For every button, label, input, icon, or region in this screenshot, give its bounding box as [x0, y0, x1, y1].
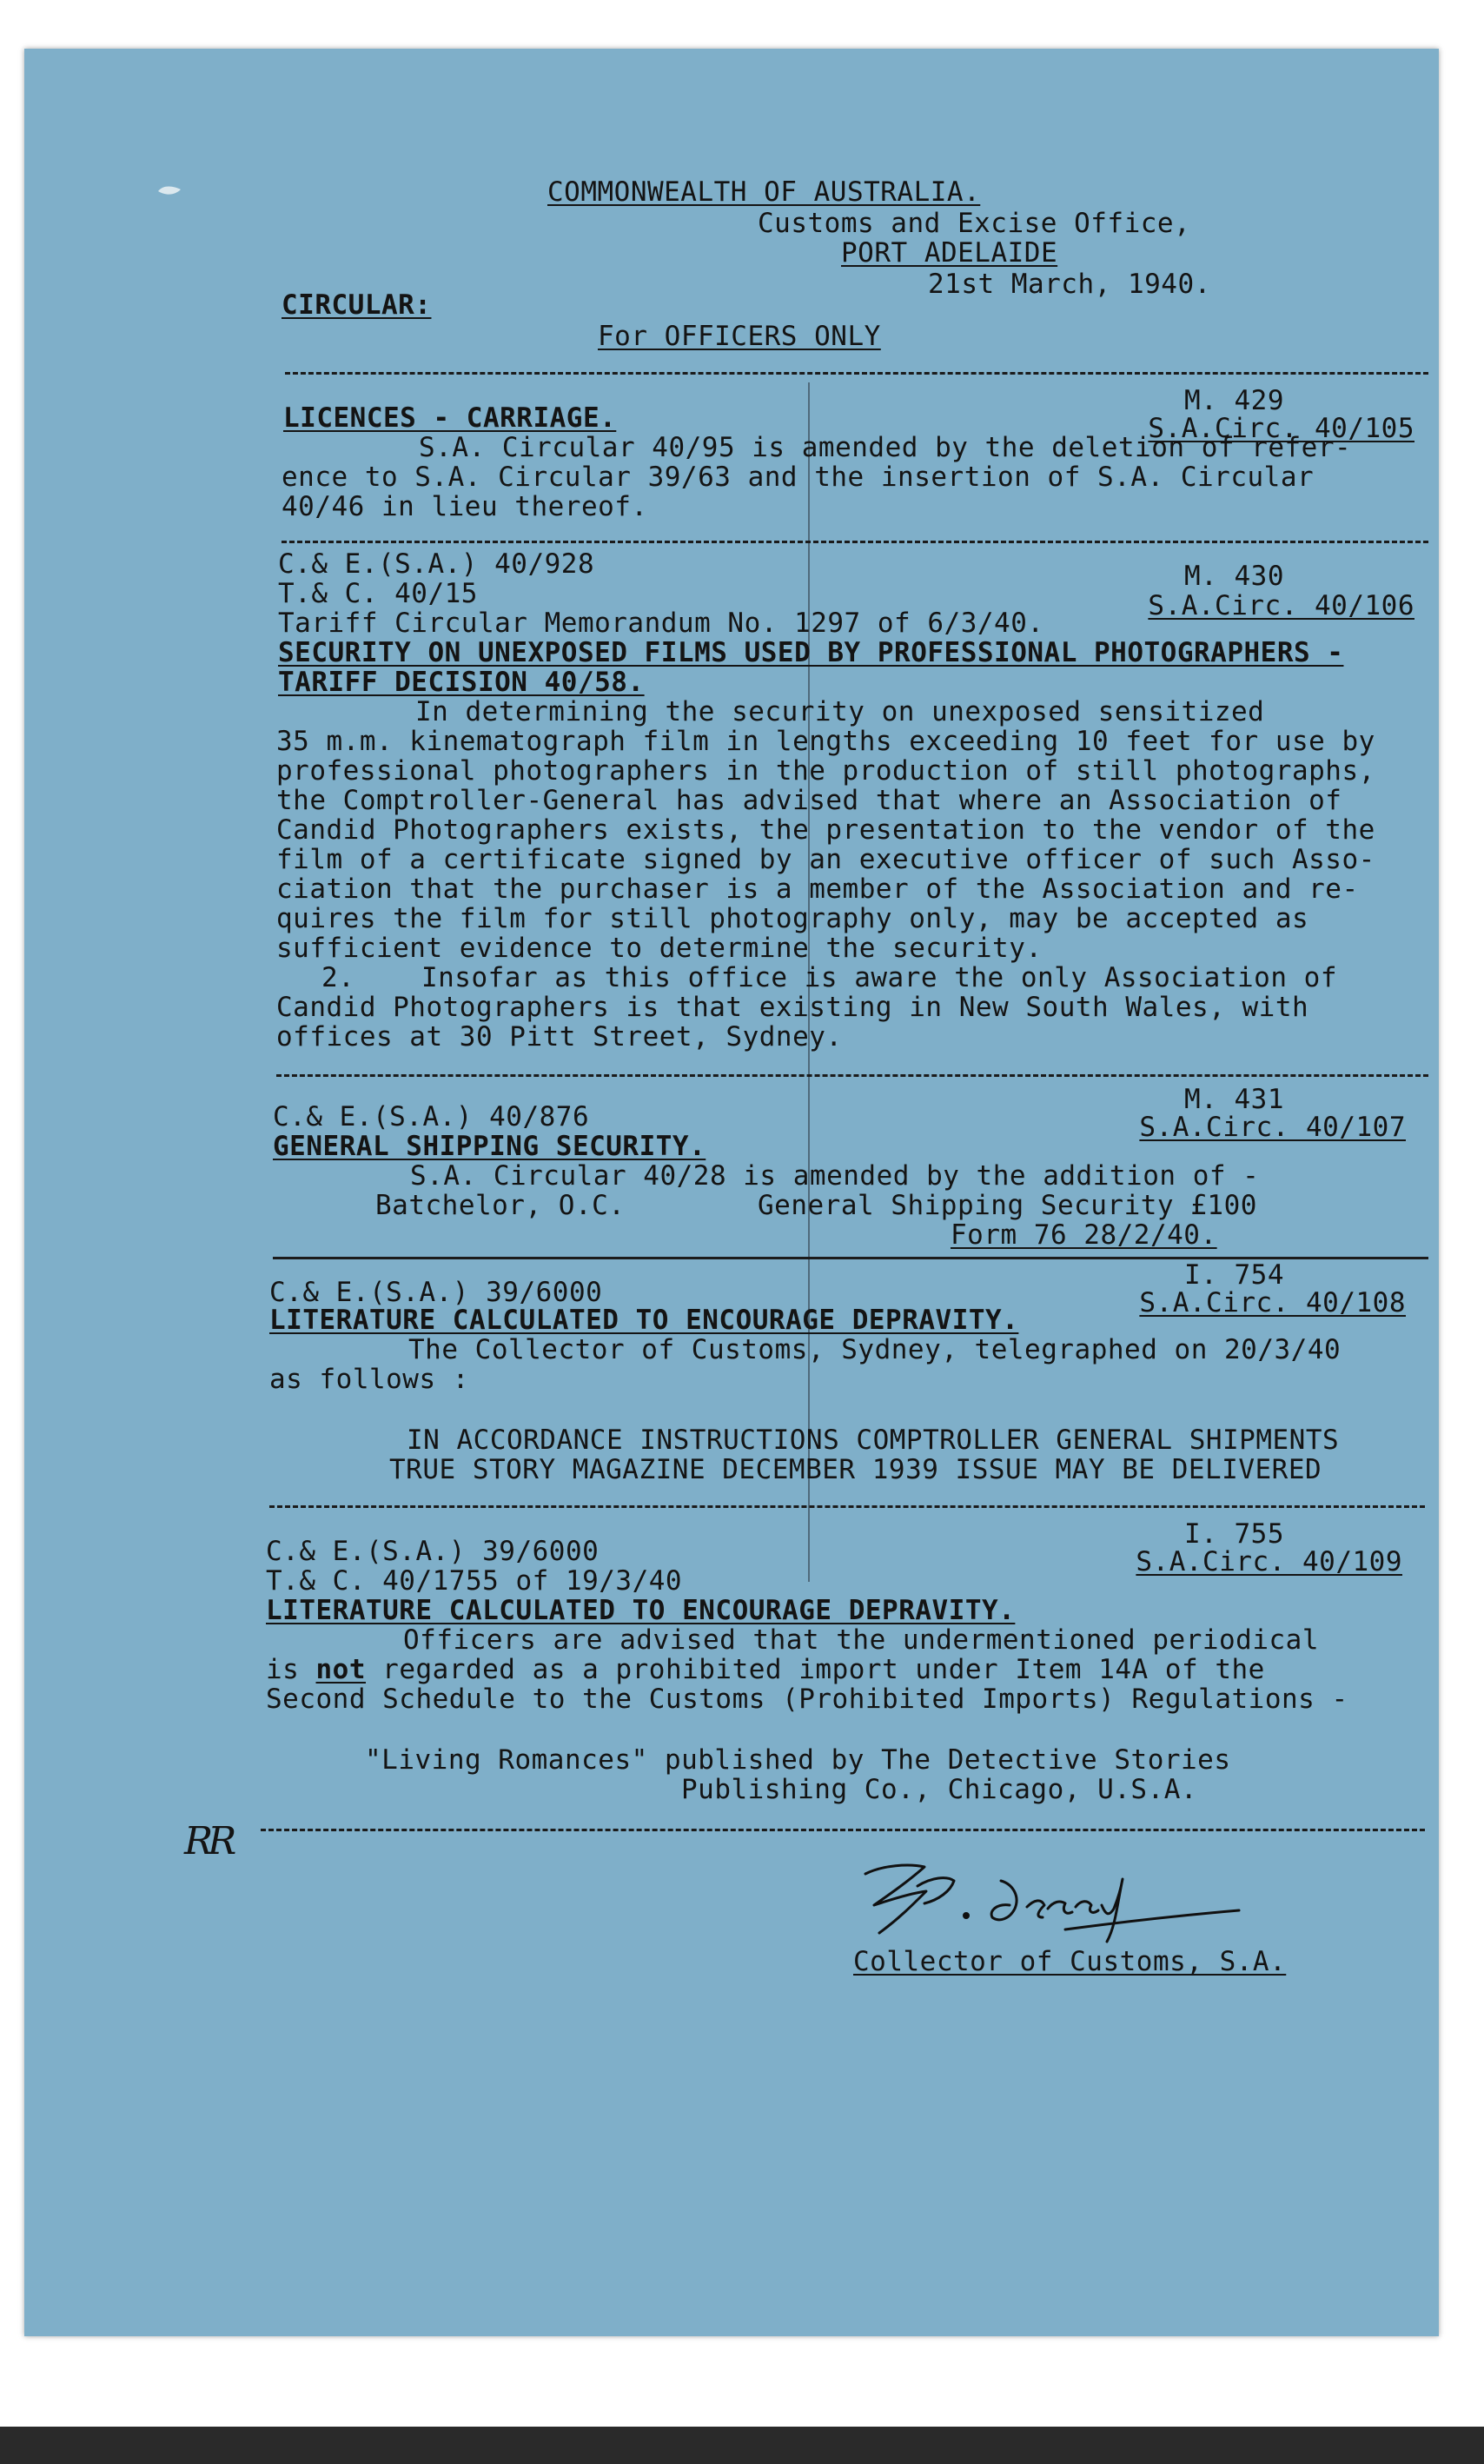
header-date: 21st March, 1940. [928, 269, 1211, 300]
s2-ref-1: C.& E.(S.A.) 40/928 [278, 548, 595, 580]
s2-circular-ref: S.A.Circ. 40/106 [1148, 590, 1414, 621]
s5-publication-line-2: Publishing Co., Chicago, U.S.A. [681, 1774, 1198, 1805]
s2-title-line-1: SECURITY ON UNEXPOSED FILMS USED BY PROFESSIONAL PHOTOGRAPHERS - [278, 637, 1344, 668]
s3-form: Form 76 28/2/40. [951, 1219, 1217, 1251]
s2-memo: Tariff Circular Memorandum No. 1297 of 6/3/40. [278, 608, 1044, 639]
divider-6 [261, 1829, 1425, 1831]
s5-title: LITERATURE CALCULATED TO ENCOURAGE DEPRAVITY. [266, 1595, 1016, 1626]
s1-circular-ref: S.A.Circ. 40/105 [1148, 413, 1414, 444]
divider-3 [276, 1074, 1428, 1077]
s5-body-line-2-post: regarded as a prohibited import under Item 14A of the [366, 1654, 1265, 1685]
divider-2 [282, 541, 1428, 543]
s2-body-line-9: sufficient evidence to determine the security. [276, 933, 1043, 964]
s4-body-line-2: as follows : [269, 1364, 469, 1395]
s5-i-number: I. 755 [1184, 1518, 1284, 1550]
document-page [24, 49, 1439, 2336]
s5-publication-line-1: "Living Romances" published by The Detective Stories [365, 1744, 1231, 1776]
s2-body-line-2: 35 m.m. kinematograph film in lengths exceeding 10 feet for use by [276, 726, 1375, 757]
s3-title: GENERAL SHIPPING SECURITY. [273, 1131, 706, 1162]
s1-m-number: M. 429 [1184, 385, 1284, 416]
header-port: PORT ADELAIDE [841, 237, 1058, 269]
s2-body-line-1: In determining the security on unexposed sensitized [415, 696, 1265, 727]
s3-ref: C.& E.(S.A.) 40/876 [273, 1101, 590, 1132]
s1-body-line-1: S.A. Circular 40/95 is amended by the deletion of refer- [419, 432, 1352, 463]
s4-ref: C.& E.(S.A.) 39/6000 [269, 1277, 603, 1308]
s2-body-line-10: 2. Insofar as this office is aware the only Association of [321, 962, 1337, 993]
scan-edge [0, 2427, 1484, 2464]
s2-body-line-3: professional photographers in the production of still photographs, [276, 755, 1375, 787]
circular-label: CIRCULAR: [282, 289, 432, 321]
s4-body-line-1: The Collector of Customs, Sydney, telegraphed on 20/3/40 [408, 1334, 1342, 1365]
s5-body-line-2 [266, 1655, 1265, 1684]
header-office: Customs and Excise Office, [758, 208, 1191, 239]
s5-ref-1: C.& E.(S.A.) 39/6000 [266, 1536, 600, 1567]
s2-body-line-4: the Comptroller-General has advised that where an Association of [276, 785, 1342, 816]
s5-body-line-1: Officers are advised that the undermentioned periodical [403, 1624, 1319, 1656]
handwritten-signature [857, 1855, 1256, 1959]
s2-body-line-6: film of a certificate signed by an executive officer of such Asso- [276, 844, 1375, 875]
s4-telegram-line-1: IN ACCORDANCE INSTRUCTIONS COMPTROLLER GENERAL SHIPMENTS [407, 1425, 1340, 1456]
s3-m-number: M. 431 [1184, 1084, 1284, 1115]
s5-body-line-3: Second Schedule to the Customs (Prohibited Imports) Regulations - [266, 1684, 1348, 1715]
s5-emphasis-not: not [315, 1654, 366, 1685]
s2-body-line-7: ciation that the purchaser is a member of the Association and re- [276, 873, 1359, 905]
s1-body-line-2: ence to S.A. Circular 39/63 and the insertion of S.A. Circular [282, 462, 1315, 493]
s2-body-line-8: quires the film for still photography only, may be accepted as [276, 903, 1309, 934]
s2-body-line-12: offices at 30 Pitt Street, Sydney. [276, 1021, 843, 1053]
audience-label: For OFFICERS ONLY [598, 321, 881, 352]
signatory-title: Collector of Customs, S.A. [853, 1946, 1287, 1977]
s1-title: LICENCES - CARRIAGE. [283, 402, 617, 434]
s3-name: Batchelor, O.C. [375, 1190, 626, 1221]
margin-initials: RR [184, 1819, 232, 1863]
s3-circular-ref: S.A.Circ. 40/107 [1139, 1112, 1406, 1143]
s5-body-line-2-pre: is [266, 1654, 316, 1685]
s5-ref-2: T.& C. 40/1755 of 19/3/40 [266, 1565, 683, 1597]
s4-i-number: I. 754 [1184, 1259, 1284, 1291]
header-country: COMMONWEALTH OF AUSTRALIA. [547, 176, 981, 208]
paper-blemish [155, 179, 189, 205]
s1-body-line-3: 40/46 in lieu thereof. [282, 491, 648, 522]
s2-ref-2: T.& C. 40/15 [278, 578, 478, 609]
s5-circular-ref: S.A.Circ. 40/109 [1136, 1546, 1402, 1577]
divider-5 [269, 1505, 1425, 1508]
divider-1 [285, 372, 1428, 375]
s2-body-line-11: Candid Photographers is that existing in New South Wales, with [276, 992, 1309, 1023]
s4-title: LITERATURE CALCULATED TO ENCOURAGE DEPRAVITY. [269, 1305, 1019, 1336]
s4-circular-ref: S.A.Circ. 40/108 [1139, 1287, 1406, 1318]
s3-body-line-1: S.A. Circular 40/28 is amended by the addition of - [410, 1160, 1260, 1192]
s4-telegram-line-2: TRUE STORY MAGAZINE DECEMBER 1939 ISSUE MAY BE DELIVERED [389, 1454, 1322, 1485]
s2-m-number: M. 430 [1184, 561, 1284, 592]
s2-title-line-2: TARIFF DECISION 40/58. [278, 667, 645, 698]
s2-body-line-5: Candid Photographers exists, the presentation to the vendor of the [276, 814, 1375, 846]
s3-security: General Shipping Security £100 [758, 1190, 1257, 1221]
